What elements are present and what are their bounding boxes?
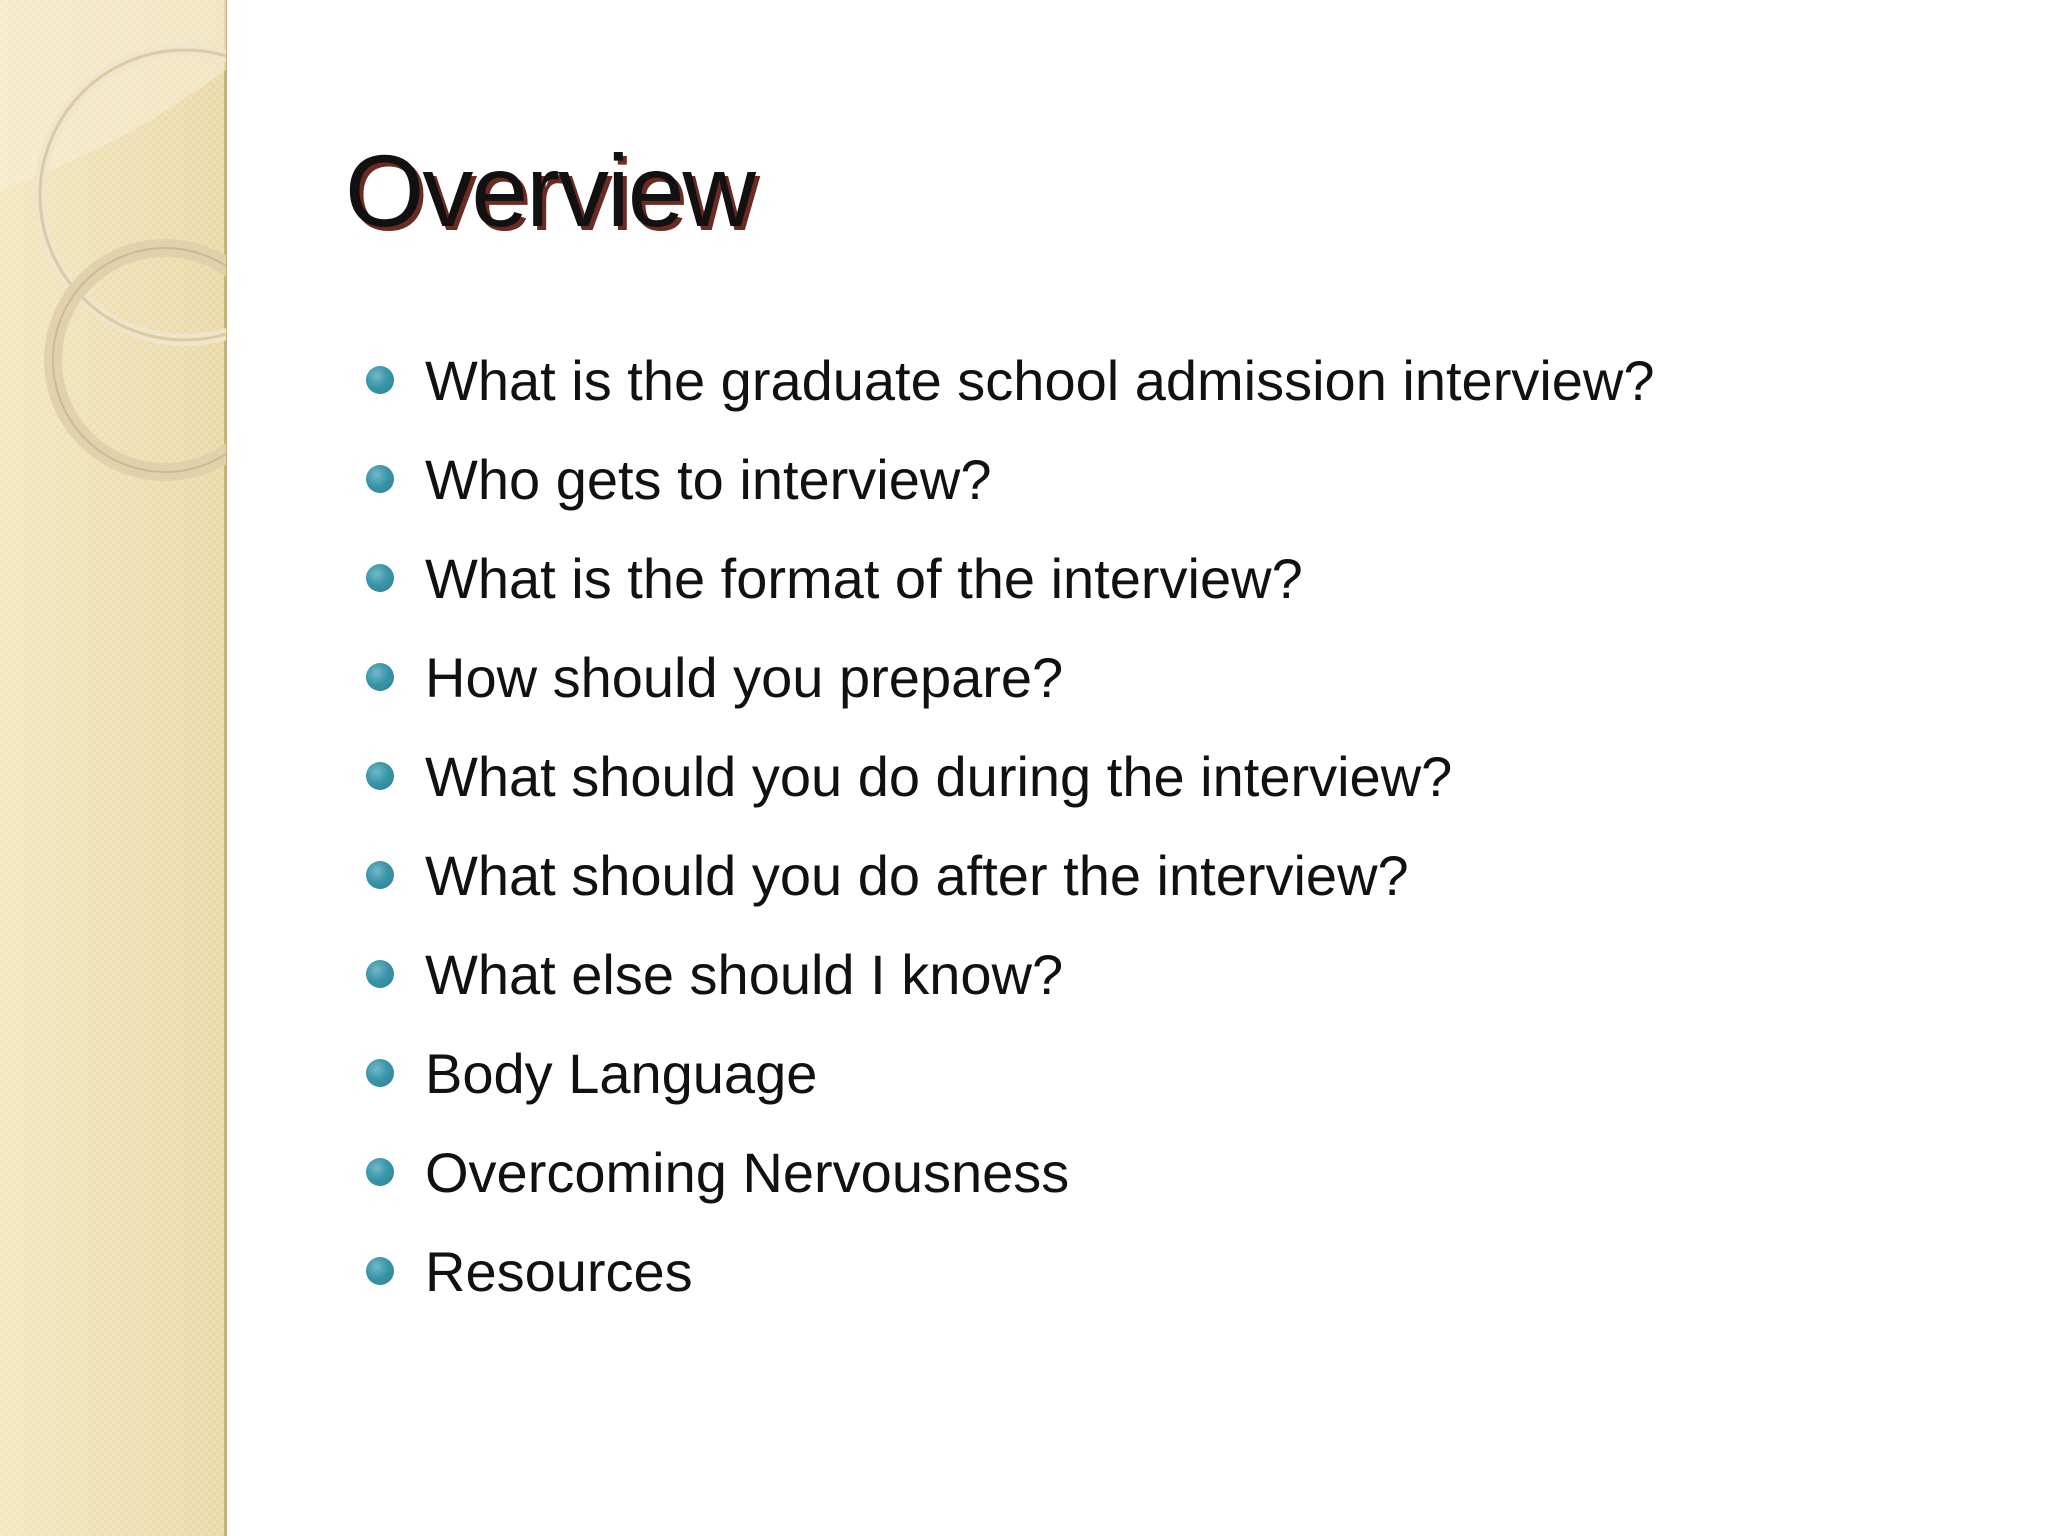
list-item-text: How should you prepare? — [425, 646, 1064, 709]
bullet-icon — [366, 960, 394, 988]
list-item-text: What is the format of the interview? — [425, 547, 1303, 610]
ring-ornament-graphic — [0, 0, 226, 520]
list-item — [360, 340, 1980, 439]
list-item-text: What should you do during the interview? — [425, 745, 1453, 808]
list-item-text: What is the graduate school admission interview? — [425, 349, 1655, 412]
list-item — [360, 736, 1980, 835]
bullet-icon — [366, 366, 394, 394]
bullet-icon — [366, 1059, 394, 1087]
list-item — [360, 934, 1980, 1033]
list-item — [360, 1033, 1980, 1132]
list-item — [360, 439, 1980, 538]
list-item — [360, 1132, 1980, 1231]
list-item — [360, 538, 1980, 637]
list-item-text: Body Language — [425, 1042, 818, 1105]
list-item — [360, 637, 1980, 736]
decorative-rings — [0, 0, 226, 520]
bullet-icon — [366, 663, 394, 691]
list-item-text: What should you do after the interview? — [425, 844, 1409, 907]
slide-title: Overview — [345, 134, 755, 248]
list-item-text: What else should I know? — [425, 943, 1064, 1006]
bullet-icon — [366, 762, 394, 790]
bullet-icon — [366, 1257, 394, 1285]
bullet-icon — [366, 861, 394, 889]
list-item-text: Who gets to interview? — [425, 448, 992, 511]
list-item-text: Resources — [425, 1240, 693, 1303]
bullet-icon — [366, 564, 394, 592]
list-item — [360, 835, 1980, 934]
list-item-text: Overcoming Nervousness — [425, 1141, 1070, 1204]
bullet-icon — [366, 465, 394, 493]
overview-bullet-list — [360, 340, 1980, 1330]
bullet-icon — [366, 1158, 394, 1186]
list-item — [360, 1231, 1980, 1330]
